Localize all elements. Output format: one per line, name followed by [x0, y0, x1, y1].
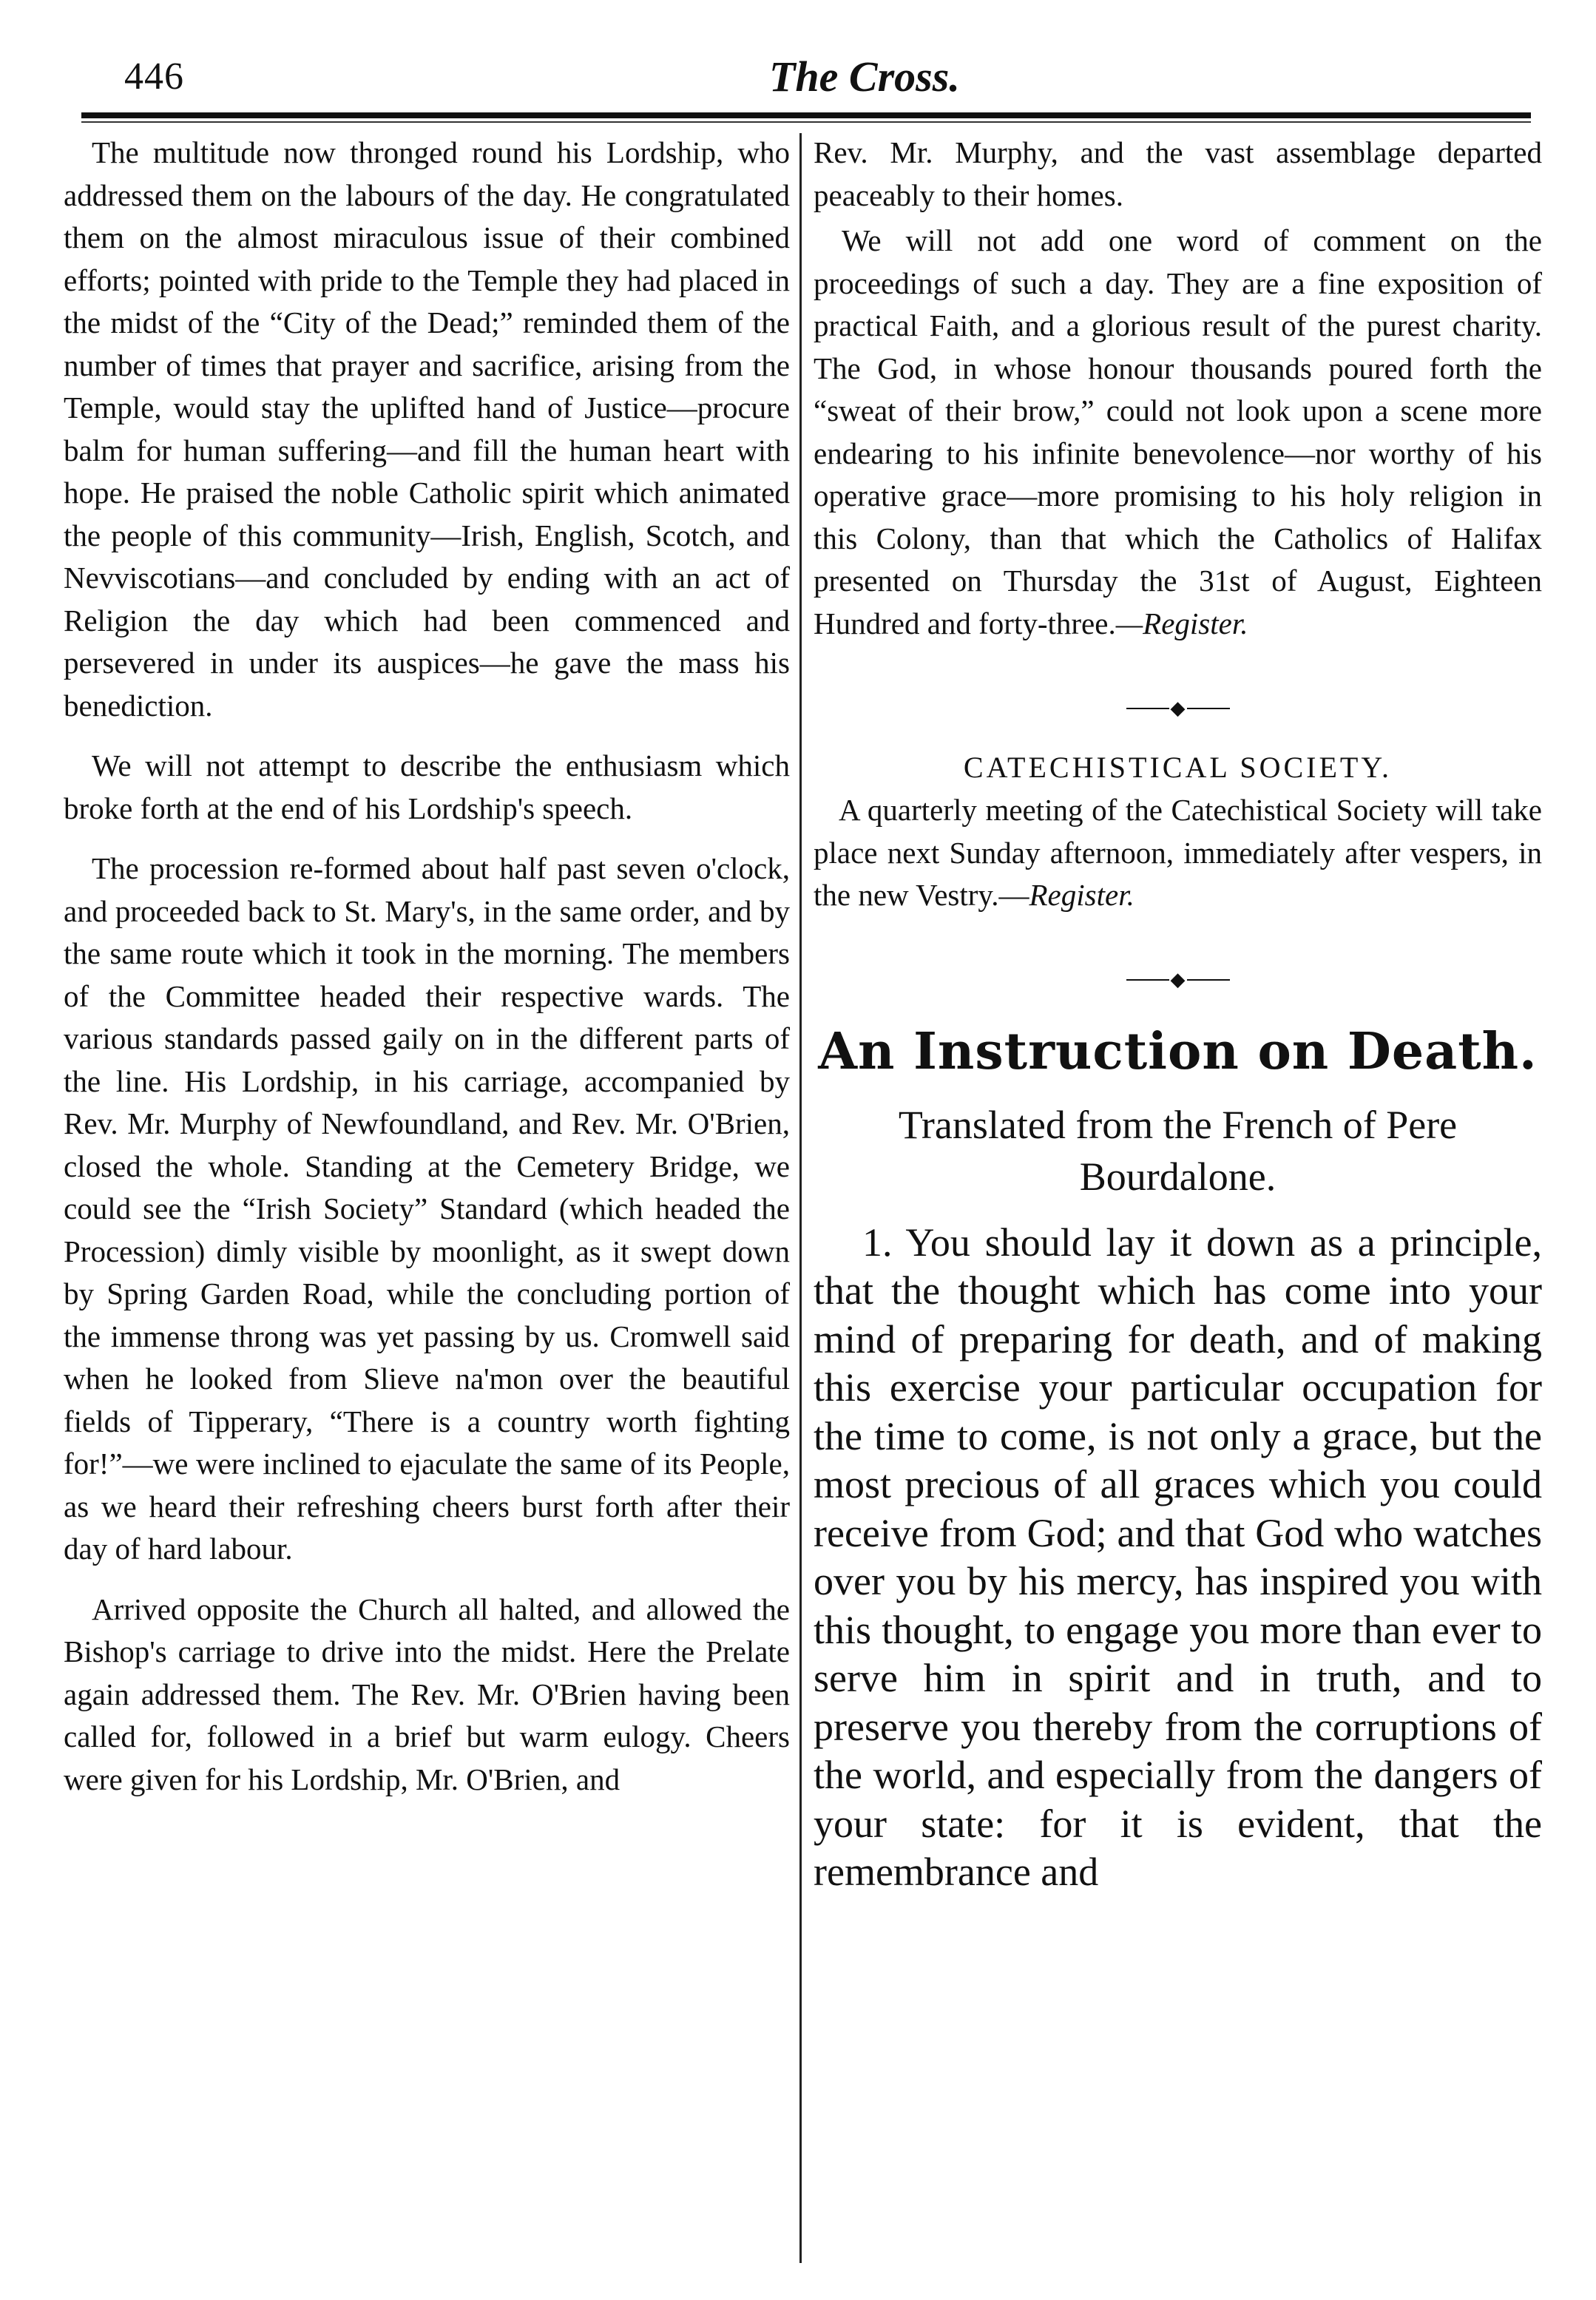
diamond-ornament-icon: ◆	[1170, 697, 1186, 719]
left-column	[64, 132, 790, 1801]
page-header	[59, 44, 1531, 104]
comment-signature: —Register.	[1115, 606, 1248, 640]
diamond-ornament-icon: ◆	[1170, 969, 1186, 991]
section-ornament-2	[814, 963, 1542, 992]
section-ornament	[814, 691, 1542, 720]
page-number: 446	[124, 55, 184, 98]
column-divider	[799, 133, 802, 2263]
paragraph-continuation: Rev. Mr. Murphy, and the vast assemblage departed peaceably to their homes.	[814, 135, 1542, 212]
comment-text: We will not add one word of comment on the proceedings of such a day. They are a fine exposition of practical Faith, and a glorious result of the purest charity. The God, in whose honour thousands poured forth the “sweat of their brow,” could not look upon a scene more endearing to his infinite benevolence—nor worthy of his operative grace—more promising to his holy religion in this Colony, than that which the Catholics of Halifax presented on Thursday the 31st of August, Eighteen Hundred and forty-three.	[814, 223, 1542, 640]
paragraph-enthusiasm: We will not attempt to describe the enthusiasm which broke forth at the end of his Lordship's speech.	[64, 748, 790, 825]
paragraph-notice	[814, 789, 1542, 917]
paragraph-comment	[814, 220, 1542, 645]
article-subtitle: Translated from the French of Pere Bourdalone.	[898, 1102, 1458, 1199]
paragraph-arrival: Arrived opposite the Church all halted, and allowed the Bishop's carriage to drive into the midst. Here the Prelate again addressed them. The Rev. Mr. O'Brien having been called for, followed in a brief but warm eulogy. Cheers were given for his Lordship, Mr. O'Brien, and	[64, 1592, 790, 1796]
article-paragraph: 1. You should lay it down as a principle, that the thought which has come into your mind of preparing for death, and of making this exercise your particular occupation for the time to come, is not only a grace, but the most precious of all graces which you could receive from God; and that God who watches over you by his mercy, has inspired you with this thought, to engage you more than ever to serve him in spirit and in truth, and to preserve you thereby from the corruptions of the world, and especially from the dangers of your state: for it is evident, that the remembrance and	[814, 1220, 1542, 1894]
notice-text: A quarterly meeting of the Catechistical Society will take place next Sunday afternoon, immediately after vespers, in the new Vestry.—	[814, 793, 1542, 912]
right-column	[814, 132, 1542, 1897]
running-title: The Cross.	[769, 53, 960, 101]
header-rule	[81, 112, 1531, 118]
header-rule-thin	[81, 121, 1531, 123]
paragraph-procession: The procession re-formed about half past seven o'clock, and proceeded back to St. Mary's, in the same order, and by the same route which it took in the morning. The members of the Committee headed their respective wards. The various standards passed gaily on in the different parts of the line. His Lordship, in his carriage, accompanied by Rev. Mr. Murphy of Newfoundland, and Rev. Mr. O'Brien, closed the whole. Standing at the Cemetery Bridge, we could see the “Irish Society” Standard (which headed the Procession) dimly visible by moonlight, as it swept down by Spring Garden Road, while the concluding portion of the immense throng was yet passing by us. Cromwell said when he looked from Slieve na'mon over the beautiful fields of Tipperary, “There is a country worth fighting for!”—we were inclined to ejaculate the same of its People, as we heard their refreshing cheers burst forth after their day of hard labour.	[64, 851, 790, 1566]
notice-signature: Register.	[1029, 878, 1135, 912]
article-title: An Instruction on Death.	[818, 1021, 1538, 1081]
section-heading: CATECHISTICAL SOCIETY.	[963, 751, 1393, 784]
paragraph-bishop-address: The multitude now thronged round his Lordship, who addressed them on the labours of the day. He congratulated them on the almost miraculous issue of their combined efforts; pointed with pride to the Temple they had placed in the midst of the “City of the Dead;” reminded them of the number of times that prayer and sacrifice, arising from the Temple, would stay the uplifted hand of Justice—procure balm for human suffering—and fill the human heart with hope. He praised the noble Catholic spirit which animated the people of this community—Irish, English, Scotch, and Nevviscotians—and concluded by ending with an act of Religion the day which had been commenced and persevered in under its auspices—he gave the mass his benediction.	[64, 135, 790, 723]
